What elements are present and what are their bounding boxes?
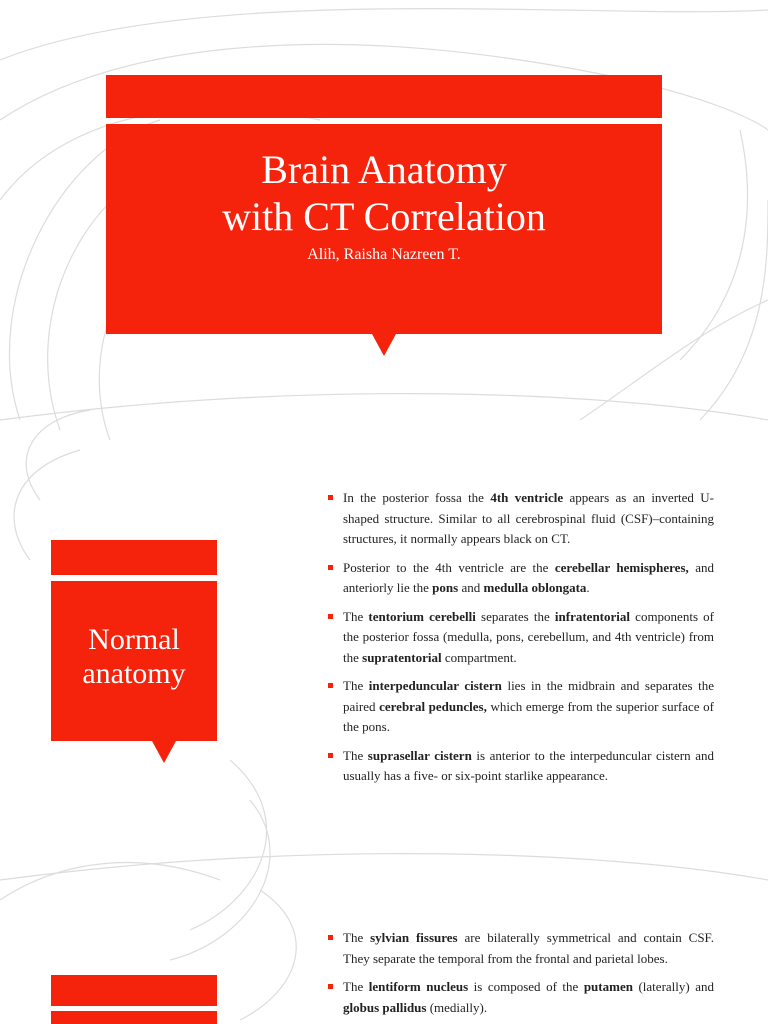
- next-slide-bullets: [328, 928, 714, 1024]
- bullet-text: (medially).: [426, 999, 488, 1015]
- bullet-marker: [328, 565, 333, 570]
- bullet-term: supratentorial: [362, 649, 442, 665]
- section-heading-box: [51, 581, 217, 741]
- bullet-text: lies in the midbrain and separates the paired: [343, 678, 714, 714]
- bullet-text: are bilaterally symmetrical and contain CSF. They separate the temporal from the frontal and parietal lobes.: [343, 930, 714, 966]
- slide-title: [106, 146, 662, 240]
- bullet-text: components of the posterior fossa (medulla, pons, cerebellum, and 4th ventricle) from the: [343, 608, 715, 665]
- bullet-term: lentiform nucleus: [368, 979, 469, 994]
- section-heading: [51, 623, 217, 691]
- title-box: [106, 124, 662, 334]
- bullet-term: suprasellar cistern: [367, 747, 472, 763]
- next-slide: [0, 860, 768, 1024]
- bullet-text: The: [343, 747, 368, 763]
- bullet-marker: [328, 495, 333, 500]
- next-slide-heading-box: [51, 1011, 217, 1024]
- bullet-term: putamen: [583, 979, 633, 994]
- next-slide-accent-bar: [51, 975, 217, 1006]
- bullet-term: cerebellar hemispheres,: [554, 559, 689, 575]
- bullet-marker: [328, 935, 333, 940]
- title-callout-pointer: [372, 334, 396, 356]
- bullet-text: and anteriorly lie the: [343, 559, 714, 595]
- section-accent-bar: [51, 540, 217, 575]
- bullet-text: is composed of the: [468, 979, 584, 994]
- bullet-text: which emerge from the superior surface of the pons.: [343, 698, 714, 734]
- bullet-term: sylvian fissures: [370, 930, 458, 945]
- bullet-term: medulla oblongata: [483, 580, 587, 595]
- bullet-text: and: [458, 580, 484, 595]
- bullet-marker: [328, 683, 333, 688]
- bullet-item: [328, 928, 714, 969]
- section-callout-pointer: [152, 741, 176, 763]
- bullet-text: The: [343, 979, 369, 994]
- bullet-text: In the posterior fossa the: [343, 490, 491, 505]
- slide-title-line2: with CT Correlation: [222, 194, 546, 239]
- title-slide: [0, 0, 768, 420]
- slide-title-line1: Brain Anatomy: [261, 147, 507, 192]
- bullet-item: [328, 558, 714, 599]
- bullet-text: Posterior to the 4th ventricle are the: [343, 559, 555, 575]
- bullet-text: The: [343, 930, 371, 945]
- bullet-marker: [328, 753, 333, 758]
- section-heading-line2: anatomy: [82, 657, 186, 690]
- bullet-text: .: [586, 580, 590, 595]
- bullet-term: 4th ventricle: [490, 490, 564, 505]
- bullet-term: interpeduncular cistern: [368, 678, 502, 693]
- author-name: Alih, Raisha Nazreen T.: [307, 246, 461, 263]
- bullet-text: separates the: [475, 608, 555, 624]
- title-accent-bar: [106, 75, 662, 118]
- bullet-term: cerebral peduncles,: [379, 698, 487, 714]
- bullet-term: infratentorial: [554, 608, 630, 624]
- bullet-item: [328, 488, 714, 550]
- bullet-item: [328, 746, 714, 787]
- bullet-text: The: [343, 678, 369, 693]
- bullet-item: [328, 977, 714, 1018]
- bullet-marker: [328, 984, 333, 989]
- bullet-term: globus pallidus: [343, 999, 427, 1015]
- bullet-text: appears as an inverted U-shaped structure. Similar to all cerebrospinal fluid (CSF)–containing structures, it normally appears black on CT.: [343, 490, 714, 546]
- bullet-text: (laterally) and: [632, 979, 715, 994]
- bullet-marker: [328, 614, 333, 619]
- bullet-text: is anterior to the interpeduncular cistern and usually has a five- or six-point starlike appearance.: [343, 747, 714, 783]
- bullet-term: pons: [432, 580, 459, 595]
- bullet-text: The: [343, 608, 369, 624]
- bullet-item: [328, 607, 714, 669]
- bullet-item: [328, 676, 714, 738]
- normal-anatomy-slide: [0, 420, 768, 860]
- bullet-term: tentorium cerebelli: [368, 608, 476, 624]
- bullet-text: compartment.: [441, 649, 517, 665]
- normal-anatomy-bullets: [328, 488, 714, 795]
- section-heading-line1: Normal: [88, 623, 180, 656]
